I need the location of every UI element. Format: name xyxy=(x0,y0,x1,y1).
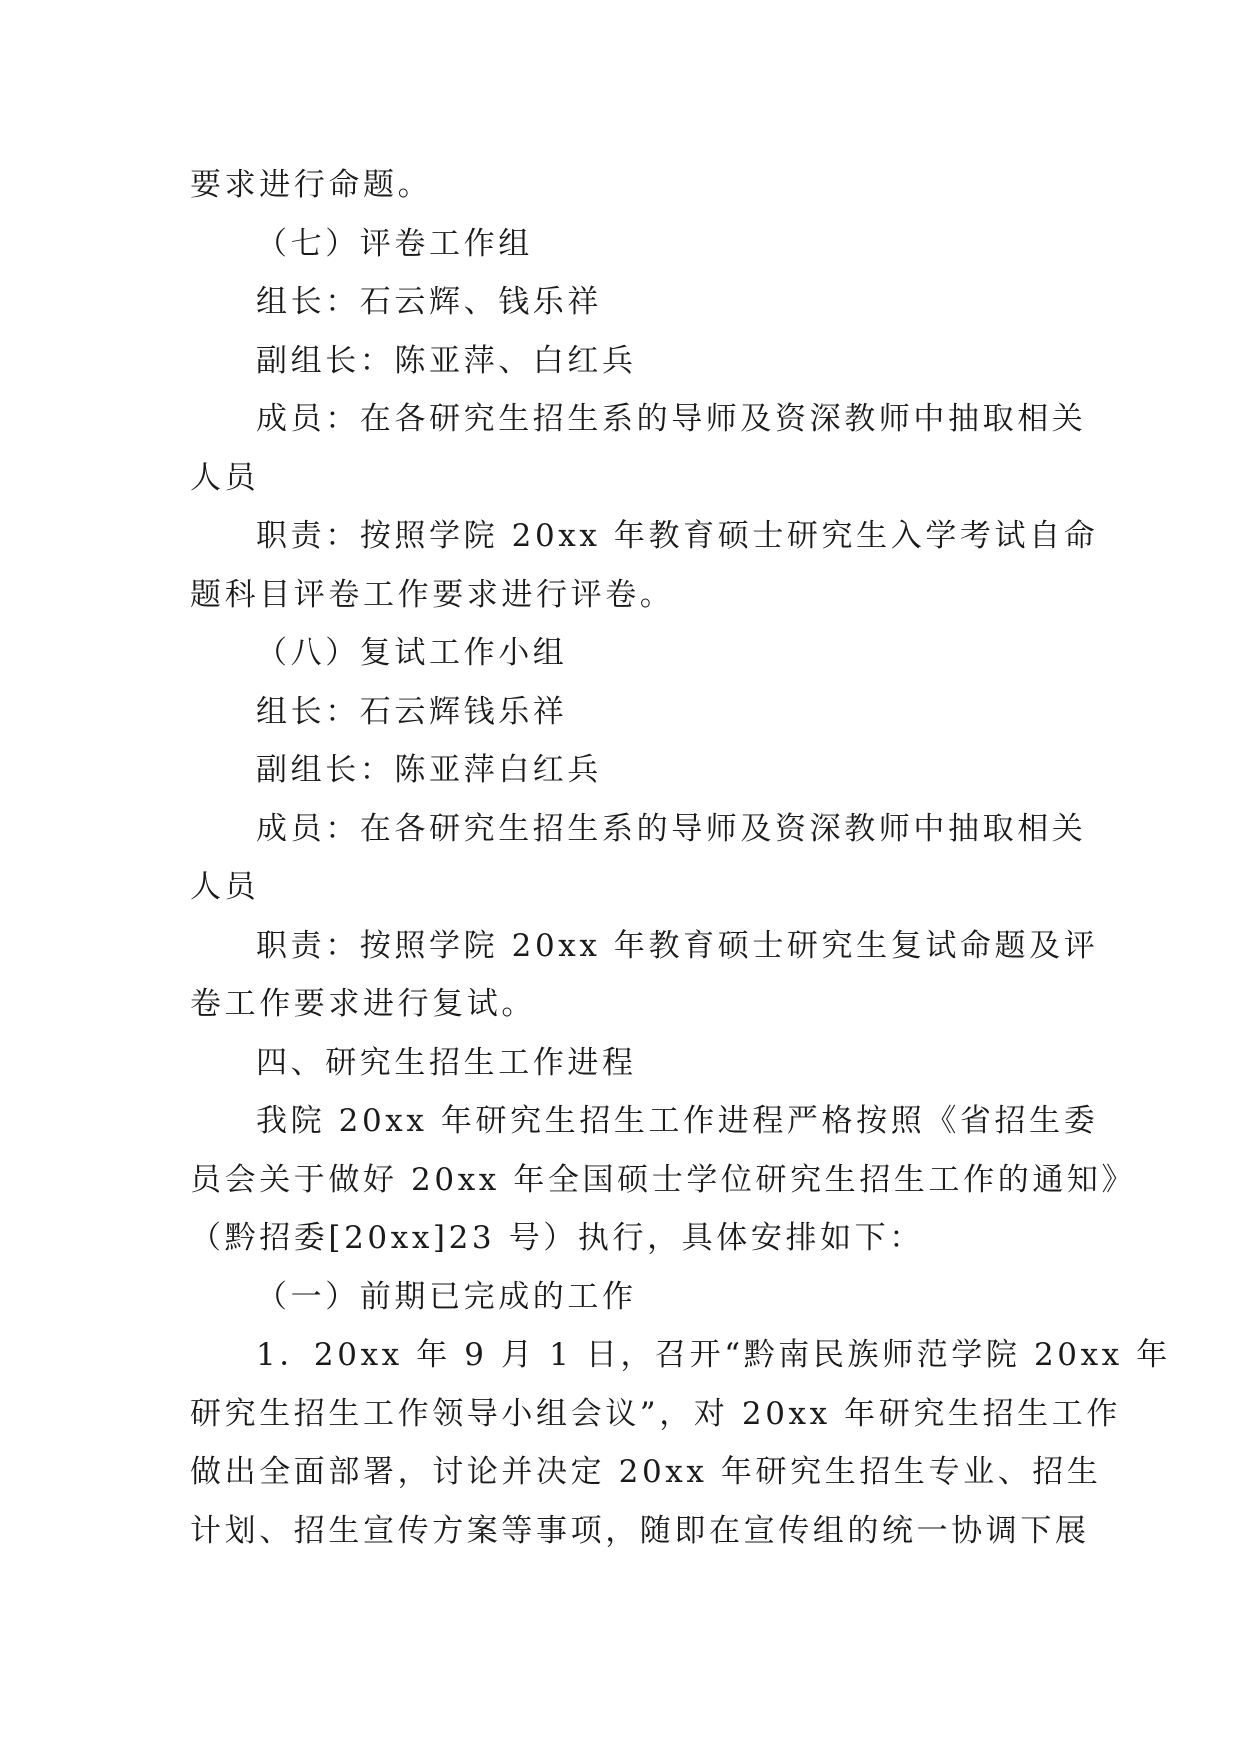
text-line: 成员：在各研究生招生系的导师及资深教师中抽取相关 xyxy=(256,810,1087,847)
text-line: 员会关于做好 20xx 年全国硕士学位研究生招生工作的通知》 xyxy=(190,1161,1137,1198)
text-line: 人员 xyxy=(190,459,260,496)
text-line: 职责：按照学院 20xx 年教育硕士研究生入学考试自命 xyxy=(256,518,1099,554)
text-line: 人员 xyxy=(190,869,260,905)
text-line: 题科目评卷工作要求进行评卷。 xyxy=(190,576,675,613)
text-line: 副组长：陈亚萍、白红兵 xyxy=(256,342,637,379)
text-line: 做出全面部署，讨论并决定 20xx 年研究生招生专业、招生 xyxy=(190,1454,1102,1490)
text-line: 我院 20xx 年研究生招生工作进程严格按照《省招生委 xyxy=(256,1103,1099,1139)
text-line: 1．20xx 年 9 月 1 日，召开“黔南民族师范学院 20xx 年 xyxy=(256,1337,1171,1373)
section-heading: （一）前期已完成的工作 xyxy=(256,1278,637,1315)
text-line: 卷工作要求进行复试。 xyxy=(190,986,536,1022)
document-body xyxy=(190,156,1171,1560)
text-line: 职责：按照学院 20xx 年教育硕士研究生复试命题及评 xyxy=(256,927,1099,964)
text-line: 副组长：陈亚萍白红兵 xyxy=(256,752,602,788)
text-line: 成员：在各研究生招生系的导师及资深教师中抽取相关 xyxy=(256,401,1087,437)
section-heading: （八）复试工作小组 xyxy=(256,635,568,671)
text-line: 计划、招生宣传方案等事项，随即在宣传组的统一协调下展 xyxy=(190,1512,1090,1549)
text-line: 组长：石云辉、钱乐祥 xyxy=(256,284,602,320)
section-heading: （七）评卷工作组 xyxy=(256,225,533,262)
section-heading: 四、研究生招生工作进程 xyxy=(256,1044,637,1081)
text-line: 要求进行命题。 xyxy=(190,167,433,203)
text-line: 组长：石云辉钱乐祥 xyxy=(256,693,568,730)
text-line: （黔招委[20xx]23 号）执行，具体安排如下： xyxy=(190,1220,924,1256)
text-line: 研究生招生工作领导小组会议”，对 20xx 年研究生招生工作 xyxy=(190,1395,1121,1432)
